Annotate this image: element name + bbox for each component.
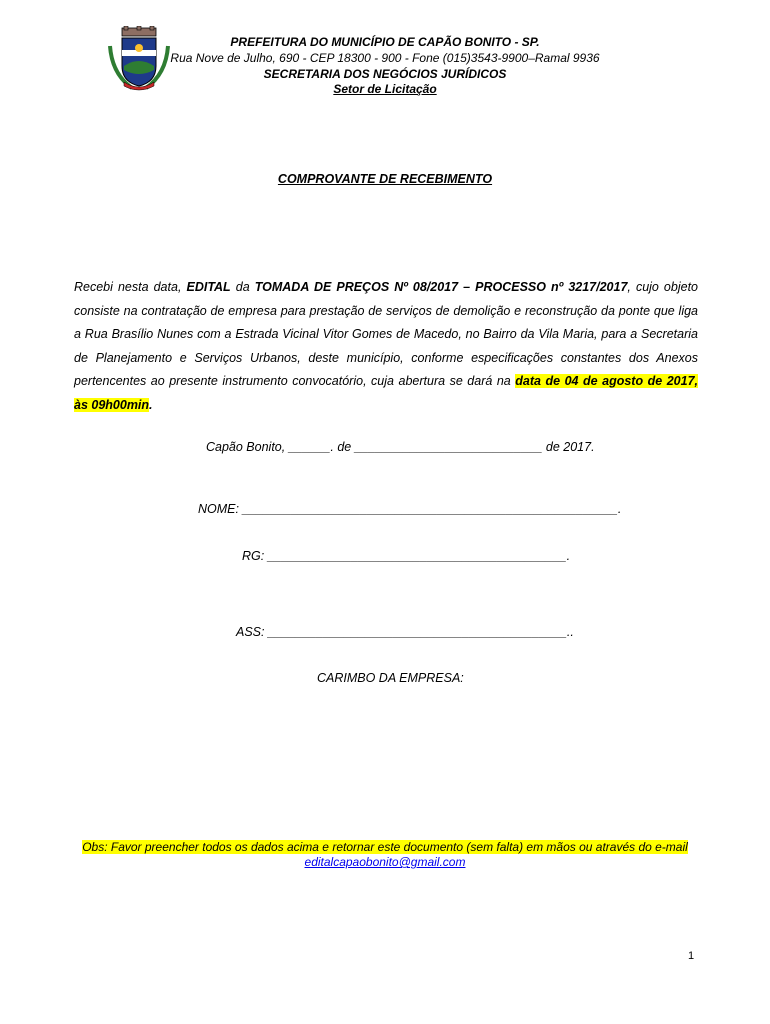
observation-note — [0, 840, 770, 855]
date-field: Capão Bonito, ______. de ___________________________ de 2017. — [206, 440, 595, 454]
document-title: COMPROVANTE DE RECEBIMENTO — [277, 172, 493, 186]
signature-field: ASS: ___________________________________________.. — [236, 625, 574, 639]
paragraph-end: . — [149, 397, 153, 412]
company-stamp-label: CARIMBO DA EMPRESA: — [317, 671, 464, 685]
receipt-paragraph — [74, 276, 698, 417]
observation-text: Obs: Favor preencher todos os dados acima e retornar este documento (sem falta) em mãos ou através do e-mail — [82, 840, 688, 854]
rg-field: RG: ___________________________________________. — [242, 549, 571, 563]
paragraph-text: da — [230, 280, 255, 294]
header-secretariat: SECRETARIA DOS NEGÓCIOS JURÍDICOS — [263, 67, 507, 81]
name-field: NOME: ______________________________________________________. — [198, 502, 622, 516]
header-sector: Setor de Licitação — [333, 82, 437, 96]
email-line — [0, 855, 770, 870]
page-number: 1 — [688, 950, 695, 962]
paragraph-text: Recebi nesta data, — [74, 280, 187, 294]
email-link[interactable]: editalcapaobonito@gmail.com — [304, 855, 466, 869]
process-reference: TOMADA DE PREÇOS Nº 08/2017 – PROCESSO nº 3217/2017 — [254, 280, 628, 294]
edital-label: EDITAL — [186, 280, 231, 294]
header-address: Rua Nove de Julho, 690 - CEP 18300 - 900 - Fone (015)3543-9900–Ramal 9936 — [170, 51, 600, 65]
opening-date-highlight: data de 04 de agosto de 2017, às 09h00min — [74, 374, 698, 412]
paragraph-text: , cujo objeto consiste na contratação de empresa para prestação de serviços de demolição e reconstrução da ponte que liga a Rua Brasílio Nunes com a Estrada Vicinal Vitor Gomes de Macedo, no Bairro da Vila Maria, para a Secretaria de Planejamento e Serviços Urbanos, deste município, conforme especificações constantes dos Anexos pertencentes ao presente instrumento convocatório, cuja abertura se dará na — [74, 280, 698, 388]
header-municipality: PREFEITURA DO MUNICÍPIO DE CAPÃO BONITO - SP. — [230, 35, 540, 49]
